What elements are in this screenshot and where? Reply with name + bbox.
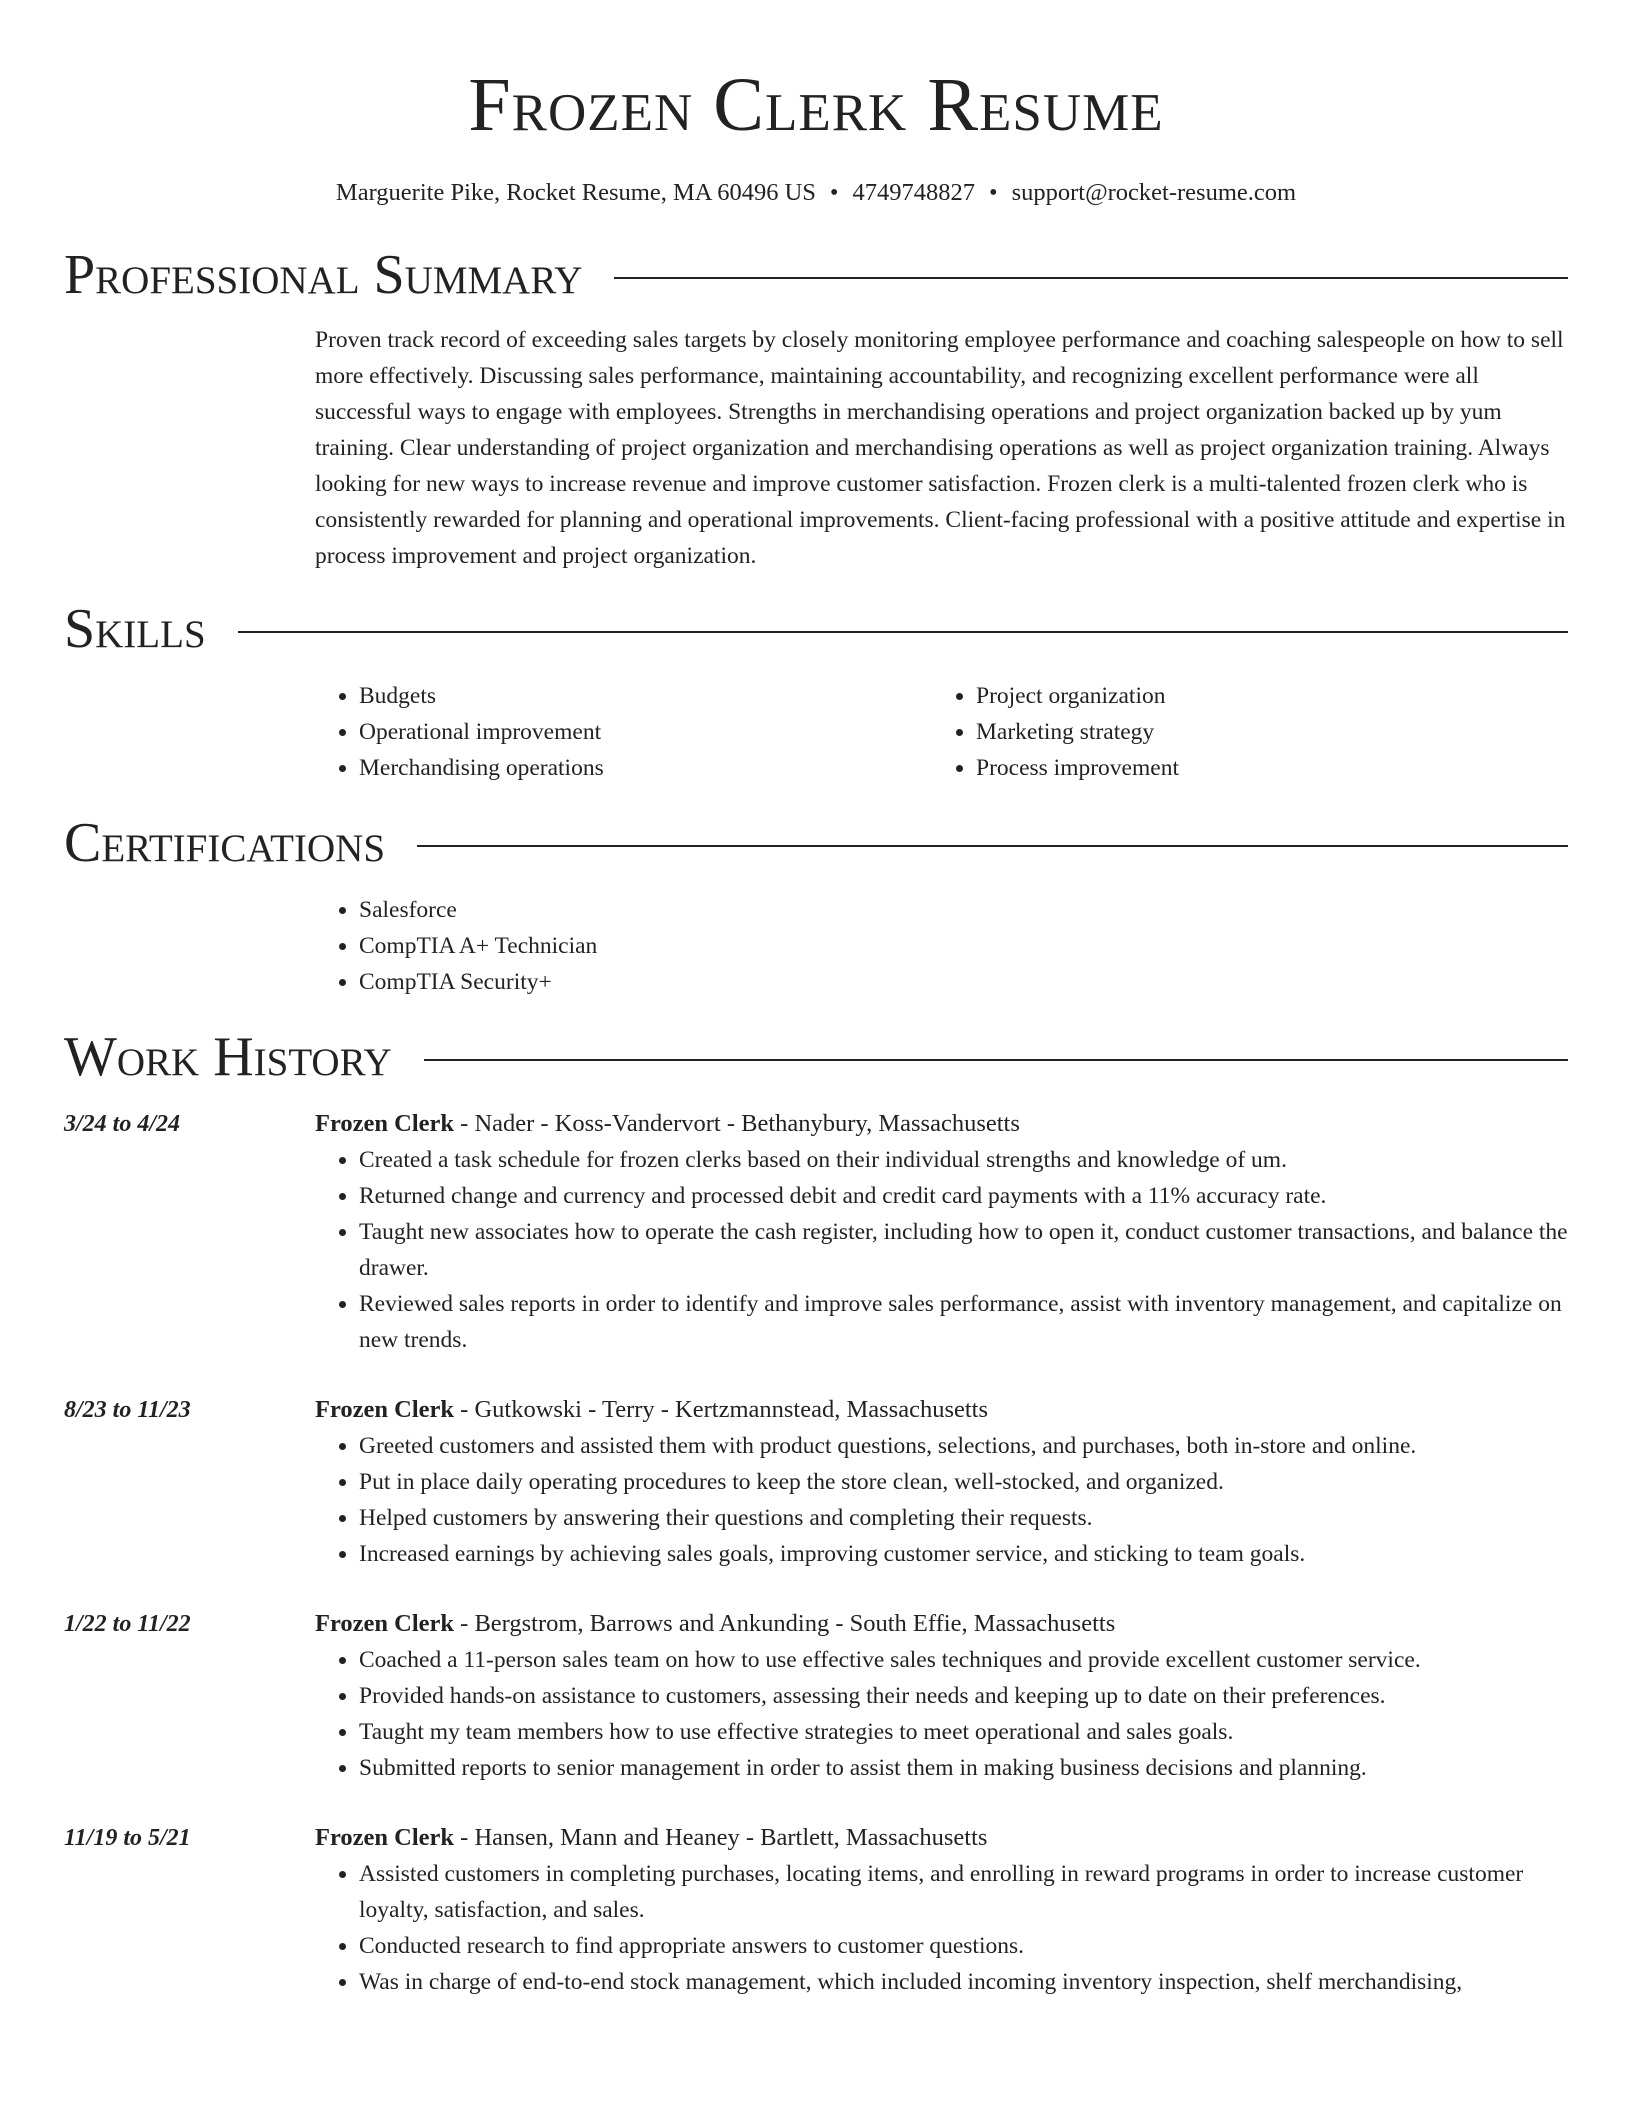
contact-address: Marguerite Pike, Rocket Resume, MA 60496 US: [335, 179, 816, 206]
work-history-header: [64, 1022, 1568, 1092]
job-bullet: • Put in place daily operating procedures to keep the store clean, well-stocked, and organized.: [359, 1464, 1568, 1500]
job-bullet: • Reviewed sales reports in order to identify and improve sales performance, assist with inventory management, and capitalize on new trends.: [359, 1286, 1568, 1358]
section-divider: [238, 631, 1568, 633]
section-divider: [424, 1059, 1568, 1061]
job-date: 3/24 to 4/24: [64, 1111, 181, 1137]
section-divider: [614, 277, 1568, 279]
job-entry: [64, 1606, 1568, 1786]
contact-email: support@rocket-resume.com: [1011, 179, 1297, 206]
job-details: [315, 1820, 1568, 2000]
skills-heading: Skills: [64, 598, 206, 660]
job-bullet: • Created a task schedule for frozen clerks based on their individual strengths and knowledge of um.: [359, 1142, 1568, 1178]
skills-list-left: [315, 678, 932, 786]
job-bullet: • Submitted reports to senior management in order to assist them in making business decisions and planning.: [359, 1750, 1568, 1786]
work-history-heading: Work History: [64, 1026, 392, 1088]
certifications-header: [64, 808, 1568, 878]
job-company: - Gutkowski - Terry - Kertzmannstead, Massachusetts: [454, 1396, 989, 1423]
summary-heading: Professional Summary: [64, 244, 583, 306]
job-bullets: [315, 1642, 1568, 1786]
skill-item: • Process improvement: [976, 750, 1549, 786]
job-title: Frozen Clerk: [315, 1824, 455, 1851]
job-company: - Hansen, Mann and Heaney - Bartlett, Massachusetts: [454, 1824, 988, 1851]
skill-item: • Operational improvement: [359, 714, 932, 750]
certifications-body: [315, 892, 1568, 1000]
contact-phone: 4749748827: [852, 179, 975, 206]
job-bullet: • Taught new associates how to operate the cash register, including how to open it, conduct customer transactions, and balance the drawer.: [359, 1214, 1568, 1286]
certifications-list: [315, 892, 1568, 1000]
job-bullet: • Conducted research to find appropriate answers to customer questions.: [359, 1928, 1568, 1964]
work-history-section: [64, 1022, 1568, 2000]
job-bullet: • Returned change and currency and processed debit and credit card payments with a 11% accuracy rate.: [359, 1178, 1568, 1214]
skills-column-right: [932, 678, 1549, 786]
skill-item: • Marketing strategy: [976, 714, 1549, 750]
skill-item: • Merchandising operations: [359, 750, 932, 786]
certification-item: • Salesforce: [359, 892, 1568, 928]
job-bullet: • Taught my team members how to use effective strategies to meet operational and sales goals.: [359, 1714, 1568, 1750]
job-heading: [315, 1820, 1568, 1856]
job-title: Frozen Clerk: [315, 1110, 455, 1137]
skills-list-right: [932, 678, 1549, 786]
skills-section: [64, 594, 1568, 786]
skill-item: • Project organization: [976, 678, 1549, 714]
certification-item: • CompTIA Security+: [359, 964, 1568, 1000]
job-bullet: • Helped customers by answering their questions and completing their requests.: [359, 1500, 1568, 1536]
job-date: 8/23 to 11/23: [64, 1397, 191, 1423]
job-entry: [64, 1106, 1568, 1358]
job-date: 1/22 to 11/22: [64, 1611, 191, 1637]
section-divider: [417, 845, 1568, 847]
skills-grid: [315, 678, 1568, 786]
job-bullets: [315, 1428, 1568, 1572]
job-company: - Bergstrom, Barrows and Ankunding - South Effie, Massachusetts: [454, 1610, 1116, 1637]
skill-item: • Budgets: [359, 678, 932, 714]
job-details: [315, 1106, 1568, 1358]
summary-body: [315, 322, 1568, 574]
job-heading: [315, 1106, 1568, 1142]
certifications-heading: Certifications: [64, 812, 386, 874]
job-heading: [315, 1606, 1568, 1642]
skills-column-left: [315, 678, 932, 786]
summary-section: [64, 240, 1568, 574]
job-bullet: • Provided hands-on assistance to customers, assessing their needs and keeping up to date on their preferences.: [359, 1678, 1568, 1714]
job-entry: [64, 1820, 1568, 2000]
job-title: Frozen Clerk: [315, 1610, 455, 1637]
job-details: [315, 1606, 1568, 1786]
job-details: [315, 1392, 1568, 1572]
job-bullet: • Greeted customers and assisted them with product questions, selections, and purchases, both in-store and online.: [359, 1428, 1568, 1464]
job-entry: [64, 1392, 1568, 1572]
job-title: Frozen Clerk: [315, 1396, 455, 1423]
job-heading: [315, 1392, 1568, 1428]
job-bullet: • Coached a 11-person sales team on how to use effective sales techniques and provide excellent customer service.: [359, 1642, 1568, 1678]
job-bullet: • Assisted customers in completing purchases, locating items, and enrolling in reward programs in order to increase customer loyalty, satisfaction, and sales.: [359, 1856, 1568, 1928]
job-date: 11/19 to 5/21: [64, 1825, 191, 1851]
job-bullet: • Was in charge of end-to-end stock management, which included incoming inventory inspection, shelf merchandising,: [359, 1964, 1568, 2000]
contact-separator: •: [829, 179, 839, 206]
contact-line: [64, 176, 1568, 210]
skills-header: [64, 594, 1568, 664]
job-bullets: [315, 1142, 1568, 1358]
job-bullet: • Increased earnings by achieving sales goals, improving customer service, and sticking to team goals.: [359, 1536, 1568, 1572]
certifications-section: [64, 808, 1568, 1000]
certification-item: • CompTIA A+ Technician: [359, 928, 1568, 964]
job-bullets: [315, 1856, 1568, 2000]
summary-text: Proven track record of exceeding sales targets by closely monitoring employee performance and coaching salespeople on how to sell more effectively. Discussing sales performance, maintaining accountability, and recognizing excellent performance were all successful ways to engage with employees. Strengths in merchandising operations and project organization backed up by yum training. Clear understanding of project organization and merchandising operations as well as project organization training. Always looking for new ways to increase revenue and improve customer satisfaction. Frozen clerk is a multi-talented frozen clerk who is consistently rewarded for planning and operational improvements. Client-facing professional with a positive attitude and expertise in process improvement and project organization.: [315, 327, 1566, 569]
job-company: - Nader - Koss-Vandervort - Bethanybury, Massachusetts: [454, 1110, 1020, 1137]
resume-page: [64, 0, 1568, 2000]
resume-title: Frozen Clerk Resume: [468, 63, 1164, 147]
summary-header: [64, 240, 1568, 310]
contact-separator: •: [988, 179, 998, 206]
